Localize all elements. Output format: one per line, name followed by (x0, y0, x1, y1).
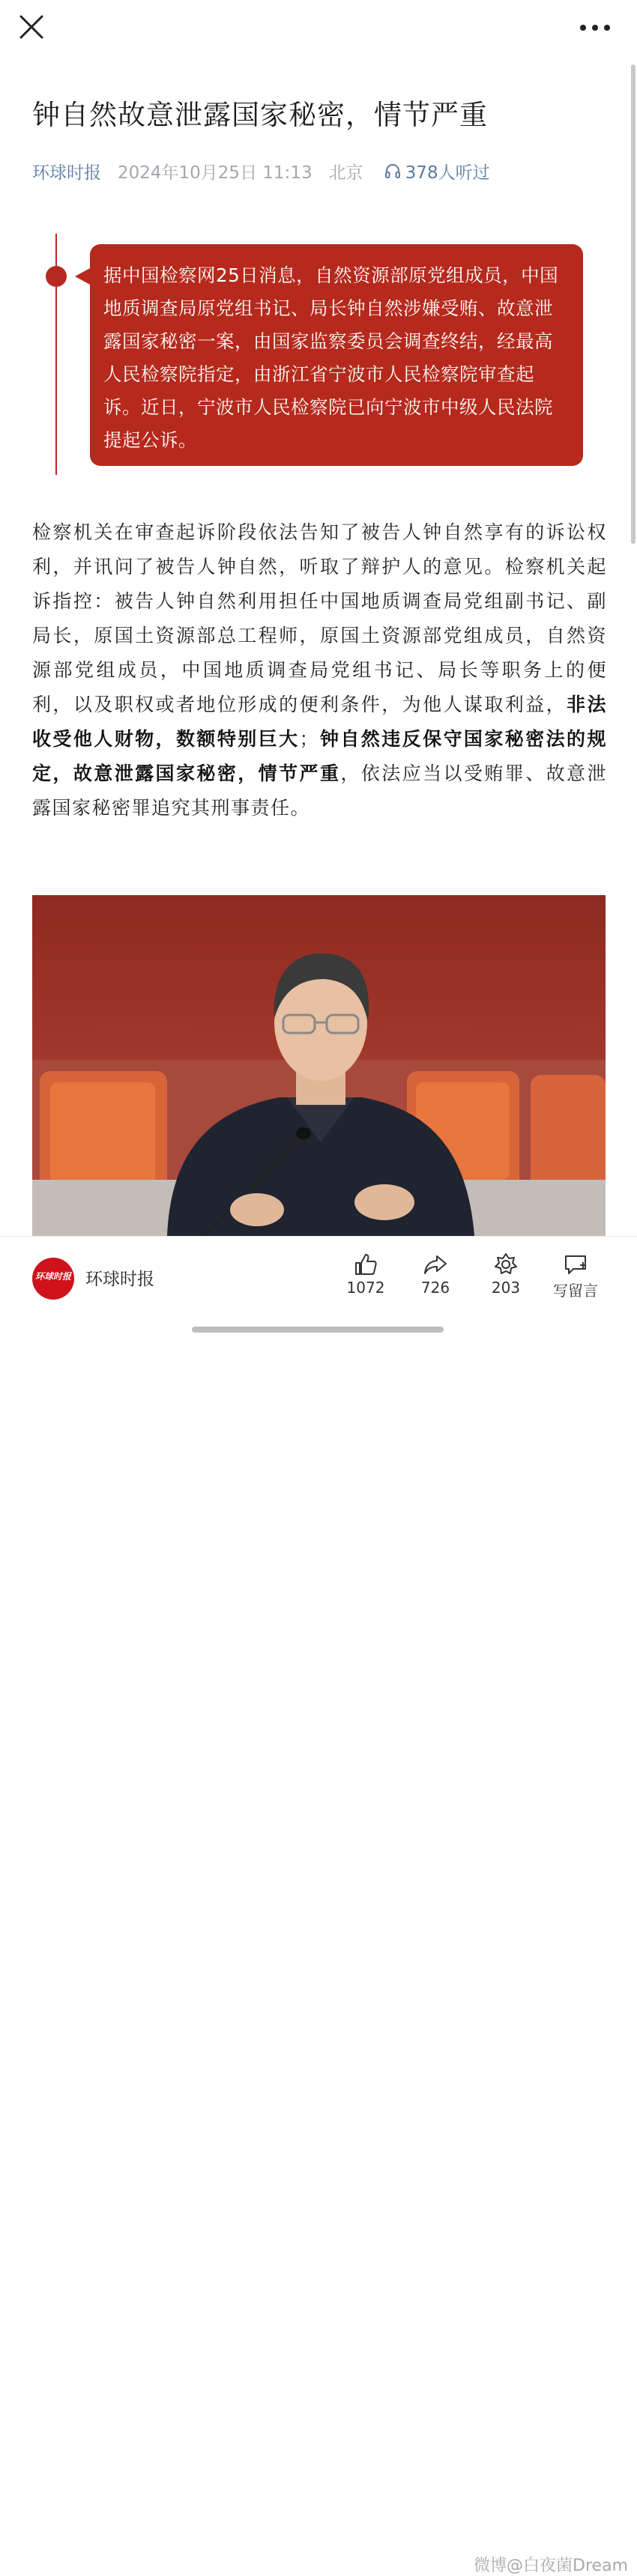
comment-add-icon (563, 1252, 588, 1277)
headphones-icon (384, 163, 401, 179)
article-meta (32, 157, 490, 184)
flower-icon (493, 1252, 519, 1277)
like-button[interactable] (332, 1252, 399, 1297)
more-options-icon[interactable] (577, 16, 615, 39)
summary-callout (90, 244, 583, 466)
write-comment-button[interactable] (542, 1252, 609, 1300)
body-text-2: ； (299, 728, 320, 750)
article-body (32, 515, 607, 825)
watermark: 微博@白夜菌Dream (474, 2557, 628, 2575)
share-button[interactable] (402, 1252, 469, 1297)
write-comment-label: 写留言 (553, 1282, 598, 1300)
publish-date: 2024年10月25日 11:13 (118, 163, 313, 183)
wow-count: 203 (491, 1279, 521, 1297)
publish-location: 北京 (328, 163, 363, 183)
source-link[interactable]: 环球时报 (32, 163, 101, 183)
publisher-name[interactable]: 环球时报 (85, 1270, 154, 1289)
body-bold-1: 非法收受他人财物，数额特别巨大 (32, 694, 607, 750)
share-count: 726 (420, 1279, 450, 1297)
scrollbar[interactable] (631, 64, 636, 544)
publisher-logo[interactable] (32, 1258, 74, 1300)
listen-button[interactable] (384, 159, 490, 184)
article-photo[interactable] (32, 895, 606, 1236)
home-indicator[interactable] (192, 1327, 444, 1333)
body-text-3: ，依法应当以受贿罪、故意泄露国家秘密罪追究其刑事责任。 (32, 763, 607, 819)
timeline-dot (46, 266, 67, 287)
listen-count: 378人听过 (405, 163, 490, 183)
thumbs-up-icon (353, 1252, 378, 1277)
body-bold-2: 钟自然违反保守国家秘密法的规定，故意泄露国家秘密，情节严重 (32, 728, 607, 784)
publisher-logo-text: 环球时报 (34, 1271, 71, 1282)
wow-button[interactable] (472, 1252, 540, 1297)
callout-arrow (75, 267, 91, 285)
summary-text: 据中国检察网25日消息，自然资源部原党组成员，中国地质调查局原党组书记、局长钟自然涉嫌受贿、故意泄露国家秘密一案，由国家监察委员会调查终结，经最高人民检察院指定，由浙江省宁波市人民检察院审查起诉。近日，宁波市人民检察院已向宁波市中级人民法院提起公诉。 (103, 264, 559, 451)
article-title: 钟自然故意泄露国家秘密，情节严重 (32, 99, 488, 131)
top-bar (0, 0, 637, 56)
like-count: 1072 (346, 1279, 385, 1297)
share-icon (423, 1252, 448, 1277)
body-text-1: 检察机关在审查起诉阶段依法告知了被告人钟自然享有的诉讼权利，并讯问了被告人钟自然，听取了辩护人的意见。检察机关起诉指控：被告人钟自然利用担任中国地质调查局党组副书记、副局长，原国土资源部总工程师，原国土资源部党组成员，自然资源部党组成员，中国地质调查局党组书记、局长等职务上的便利，以及职权或者地位形成的便利条件，为他人谋取利益， (32, 521, 607, 715)
close-icon[interactable] (16, 12, 49, 45)
